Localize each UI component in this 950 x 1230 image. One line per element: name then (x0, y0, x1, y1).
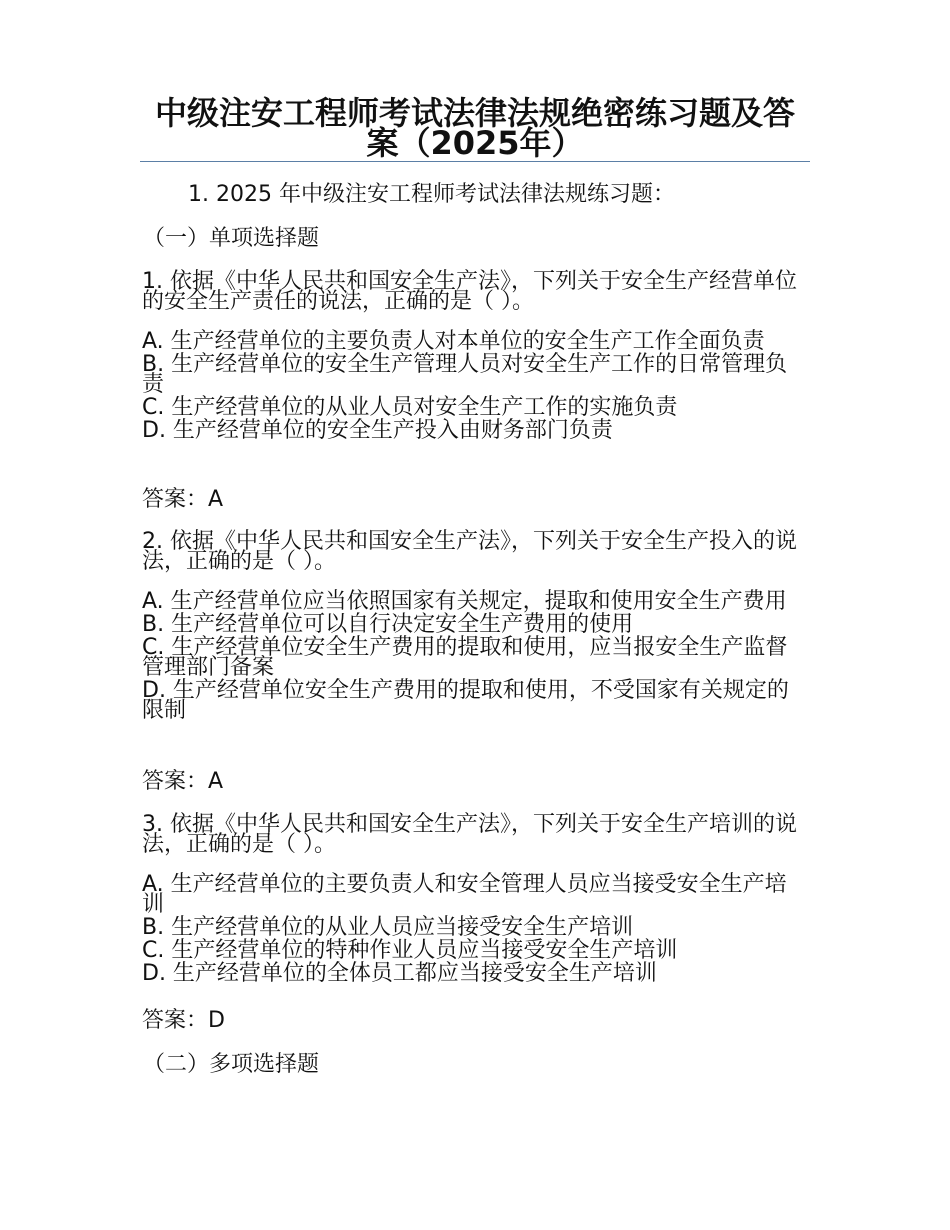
question-text: 3. 依据《中华人民共和国安全生产法》，下列关于安全生产培训的说法，正确的是（ ）。 (142, 812, 797, 857)
answer-3: 答案：D (142, 1008, 225, 1033)
option-c: C. 生产经营单位的特种作业人员应当接受安全生产培训 (142, 938, 678, 963)
option-b: B. 生产经营单位的从业人员应当接受安全生产培训 (142, 915, 634, 940)
option-list (142, 329, 802, 443)
answer-2: 答案：A (142, 769, 224, 794)
option-c: C. 生产经营单位的从业人员对安全生产工作的实施负责 (142, 395, 678, 420)
option-b: B. 生产经营单位的安全生产管理人员对安全生产工作的日常管理负责 (142, 352, 788, 397)
question-3 (142, 812, 802, 987)
option-d: D. 生产经营单位的全体员工都应当接受安全生产培训 (142, 961, 657, 986)
title-divider (140, 161, 810, 162)
option-a: A. 生产经营单位应当依照国家有关规定，提取和使用安全生产费用 (142, 589, 787, 614)
document-title: 中级注安工程师考试法律法规绝密练习题及答案（2025年） (154, 94, 795, 162)
question-text: 2. 依据《中华人民共和国安全生产法》，下列关于安全生产投入的说法，正确的是（ ）。 (142, 529, 797, 574)
option-a: A. 生产经营单位的主要负责人对本单位的安全生产工作全面负责 (142, 329, 765, 354)
option-d: D. 生产经营单位的安全生产投入由财务部门负责 (142, 418, 613, 443)
option-b: B. 生产经营单位可以自行决定安全生产费用的使用 (142, 612, 634, 637)
option-c: C. 生产经营单位安全生产费用的提取和使用，应当报安全生产监督管理部门备案 (142, 635, 788, 680)
section-heading-single-choice: （一）单项选择题 (143, 226, 320, 251)
option-a: A. 生产经营单位的主要负责人和安全管理人员应当接受安全生产培训 (142, 872, 787, 917)
intro-line: 1. 2025 年中级注安工程师考试法律法规练习题： (188, 182, 675, 207)
question-1 (142, 269, 802, 444)
answer-1: 答案：A (142, 487, 224, 512)
option-list (142, 872, 802, 986)
section-heading-multiple-choice: （二）多项选择题 (143, 1052, 320, 1077)
option-d: D. 生产经营单位安全生产费用的提取和使用，不受国家有关规定的限制 (142, 678, 789, 723)
question-text: 1. 依据《中华人民共和国安全生产法》，下列关于安全生产经营单位的安全生产责任的说法，正确的是（ ）。 (142, 269, 797, 314)
option-list (142, 589, 802, 723)
question-2 (142, 529, 802, 724)
